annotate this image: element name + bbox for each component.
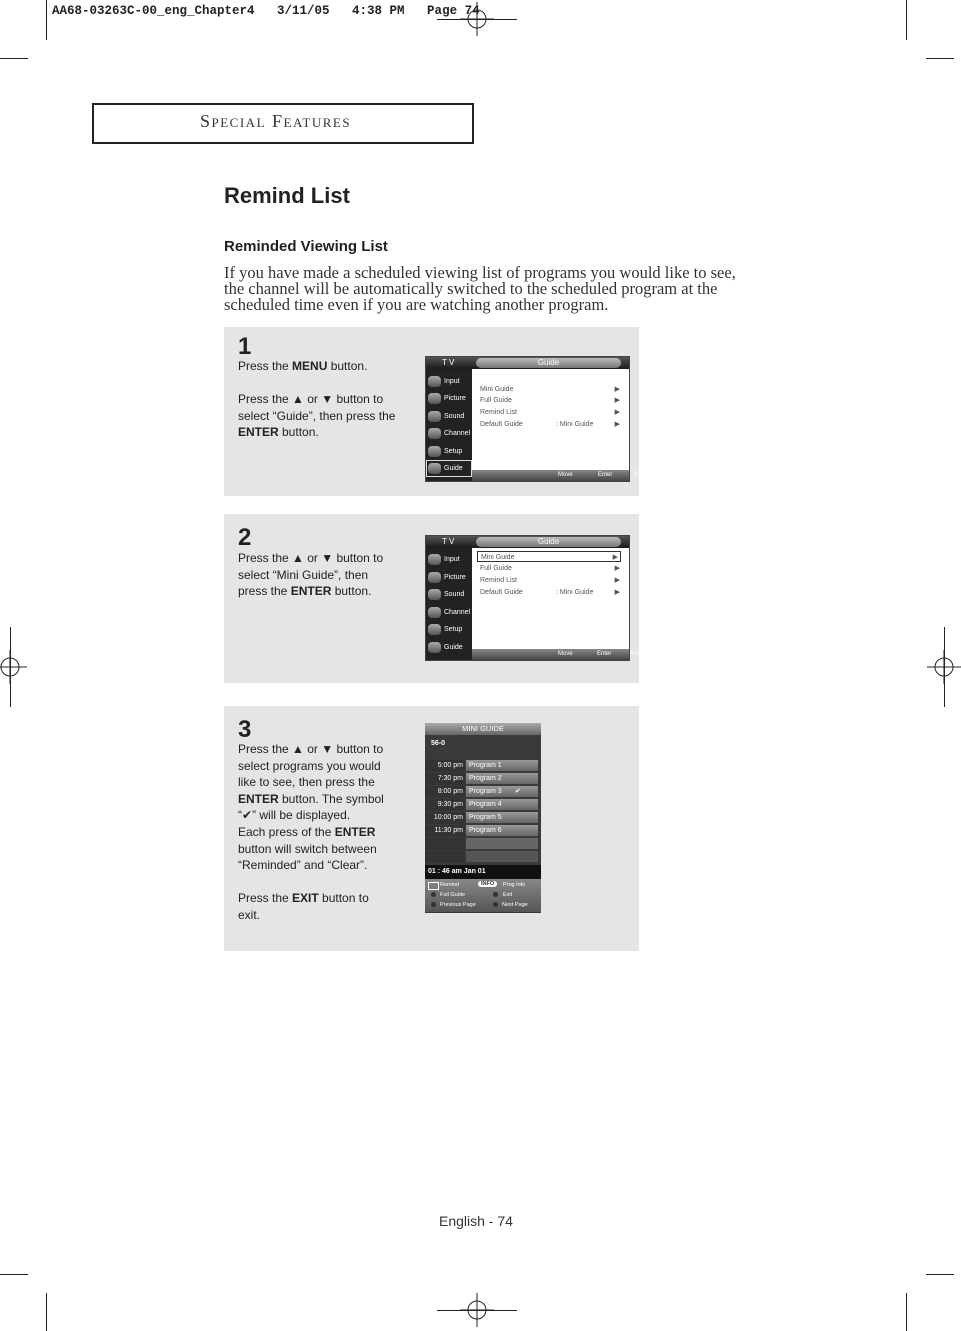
side-item-sound[interactable]: Sound: [426, 408, 472, 425]
registration-mark-icon: [927, 650, 961, 684]
menu-item-remind-list[interactable]: Remind List ▶: [480, 409, 620, 416]
screen-title-bar: [426, 357, 629, 369]
check-icon: ✔: [515, 788, 521, 795]
input-icon: [428, 554, 441, 565]
input-icon: [428, 376, 441, 387]
registration-mark-icon: [460, 1293, 494, 1327]
arrow-right-icon: ▶: [612, 554, 618, 561]
return-hint: Return: [630, 651, 649, 657]
enter-hint: Enter: [598, 472, 613, 478]
side-item-guide[interactable]: Guide: [426, 460, 472, 477]
side-menu: [426, 369, 472, 481]
side-item-picture[interactable]: Picture: [426, 390, 472, 407]
step-text: Press the ▲ or ▼ button to select programs you would like to see, then press the ENTER button. The symbol “✔” will be displayed. Each press of the ENTER button will switch between “Reminded” and “Clear”. Press the EXIT button to exit.: [238, 742, 384, 922]
crop-mark: [0, 58, 28, 59]
arrow-right-icon: ▶: [614, 421, 620, 428]
sound-icon: [428, 589, 441, 600]
picture-icon: [428, 572, 441, 583]
step-number: 3: [238, 716, 252, 743]
setup-icon: [428, 446, 441, 457]
menu-title: Guide: [476, 358, 621, 368]
guide-icon: [428, 463, 441, 474]
menu-item-mini-guide[interactable]: Mini Guide ▶: [477, 551, 621, 562]
section-header: Special Features: [200, 111, 352, 131]
move-hint: Move: [558, 472, 573, 478]
arrow-right-icon: ▶: [614, 386, 620, 393]
channel-icon: [428, 428, 441, 439]
button-dot-icon: [493, 902, 498, 907]
crop-mark: [906, 1293, 907, 1331]
arrow-right-icon: ▶: [614, 409, 620, 416]
prog-info-hint: Prog Info: [503, 882, 526, 888]
remind-hint: Remind: [440, 882, 459, 888]
picture-icon: [428, 393, 441, 404]
crop-mark: [926, 1274, 954, 1275]
side-item-channel[interactable]: Channel: [426, 604, 472, 621]
arrow-right-icon: ▶: [614, 397, 620, 404]
tv-label: T V: [442, 358, 455, 367]
print-slug: AA68-03263C-00_eng_Chapter4 3/11/05 4:38 PM Page 74: [52, 4, 480, 18]
section-subtitle: Reminded Viewing List: [224, 238, 388, 255]
step-text: Press the MENU button. Press the ▲ or ▼ button to select “Guide”, then press the ENTER button.: [238, 359, 396, 440]
current-time: 01 : 46 am Jan 01: [425, 865, 541, 879]
menu-item-full-guide[interactable]: Full Guide ▶: [480, 397, 620, 404]
arrow-right-icon: ▶: [614, 577, 620, 584]
step-text: Press the ▲ or ▼ button to select “Mini Guide”, then press the ENTER button.: [238, 551, 384, 599]
mini-guide-title: MINI GUIDE: [425, 723, 541, 735]
button-dot-icon: [493, 892, 498, 897]
side-menu: [426, 548, 472, 660]
screen-help-bar: [472, 470, 645, 481]
crop-mark: [0, 1274, 28, 1275]
tv-menu-screen-guide: [425, 356, 645, 482]
enter-icon: [428, 882, 439, 890]
side-item-input[interactable]: Input: [426, 373, 472, 390]
program-row[interactable]: 5:00 pm Program 1: [425, 760, 541, 772]
side-item-guide[interactable]: Guide: [426, 639, 472, 656]
side-item-sound[interactable]: Sound: [426, 586, 472, 603]
move-hint: Move: [558, 651, 573, 657]
page-title: Remind List: [224, 183, 350, 208]
menu-item-remind-list[interactable]: Remind List ▶: [480, 577, 620, 584]
crop-mark: [46, 0, 47, 40]
info-badge-icon: INFO: [478, 881, 497, 887]
setup-icon: [428, 624, 441, 635]
side-item-setup[interactable]: Setup: [426, 443, 472, 460]
enter-hint: Enter: [597, 651, 612, 657]
tv-menu-screen-guide-mini-selected: [425, 535, 649, 661]
step-number: 1: [238, 333, 252, 360]
page-footer: English - 74: [439, 1213, 513, 1229]
tv-label: T V: [442, 537, 455, 546]
screen-title-bar: [426, 536, 629, 548]
side-item-input[interactable]: Input: [426, 551, 472, 568]
menu-item-default-guide[interactable]: Default Guide : Mini Guide ▶: [480, 421, 620, 428]
menu-item-default-guide[interactable]: Default Guide : Mini Guide ▶: [480, 589, 620, 596]
exit-hint: Exit: [634, 472, 645, 478]
program-row[interactable]: 10:00 pm Program 5: [425, 812, 541, 824]
side-item-picture[interactable]: Picture: [426, 569, 472, 586]
registration-mark-icon: [0, 650, 27, 684]
program-row[interactable]: 11:30 pm Program 6: [425, 825, 541, 837]
menu-title: Guide: [476, 537, 621, 547]
crop-mark: [906, 0, 907, 40]
registration-mark-icon: [460, 2, 494, 36]
screen-help-bar: [472, 649, 649, 660]
exit-hint: Exit: [503, 892, 513, 898]
sound-icon: [428, 411, 441, 422]
previous-page-hint: Previous Page: [440, 902, 476, 908]
channel-number: 56-0: [431, 740, 446, 747]
button-dot-icon: [431, 902, 436, 907]
channel-icon: [428, 607, 441, 618]
side-item-setup[interactable]: Setup: [426, 621, 472, 638]
step-number: 2: [238, 524, 252, 551]
arrow-right-icon: ▶: [614, 565, 620, 572]
next-page-hint: Next Page: [502, 902, 528, 908]
full-guide-hint: Full Guide: [440, 892, 466, 898]
menu-item-mini-guide[interactable]: Mini Guide ▶: [480, 386, 620, 393]
arrow-right-icon: ▶: [614, 589, 620, 596]
program-row-empty: [425, 838, 541, 850]
program-row[interactable]: 8:00 pm Program 3 ✔: [425, 786, 541, 798]
intro-paragraph: If you have made a scheduled viewing list of programs you would like to see, the channel will be automatically switched to the scheduled program at the scheduled time even if you are watching another program.: [224, 263, 736, 314]
crop-mark: [926, 58, 954, 59]
program-row[interactable]: 7:30 pm Program 2: [425, 773, 541, 785]
button-dot-icon: [431, 892, 436, 897]
side-item-channel[interactable]: Channel: [426, 425, 472, 442]
mini-guide-footer: [425, 879, 541, 912]
program-row-empty: [425, 851, 541, 863]
guide-icon: [428, 642, 441, 653]
crop-mark: [46, 1293, 47, 1331]
mini-guide-screen: [425, 723, 541, 913]
menu-item-full-guide[interactable]: Full Guide ▶: [480, 565, 620, 572]
program-row[interactable]: 9:30 pm Program 4: [425, 799, 541, 811]
